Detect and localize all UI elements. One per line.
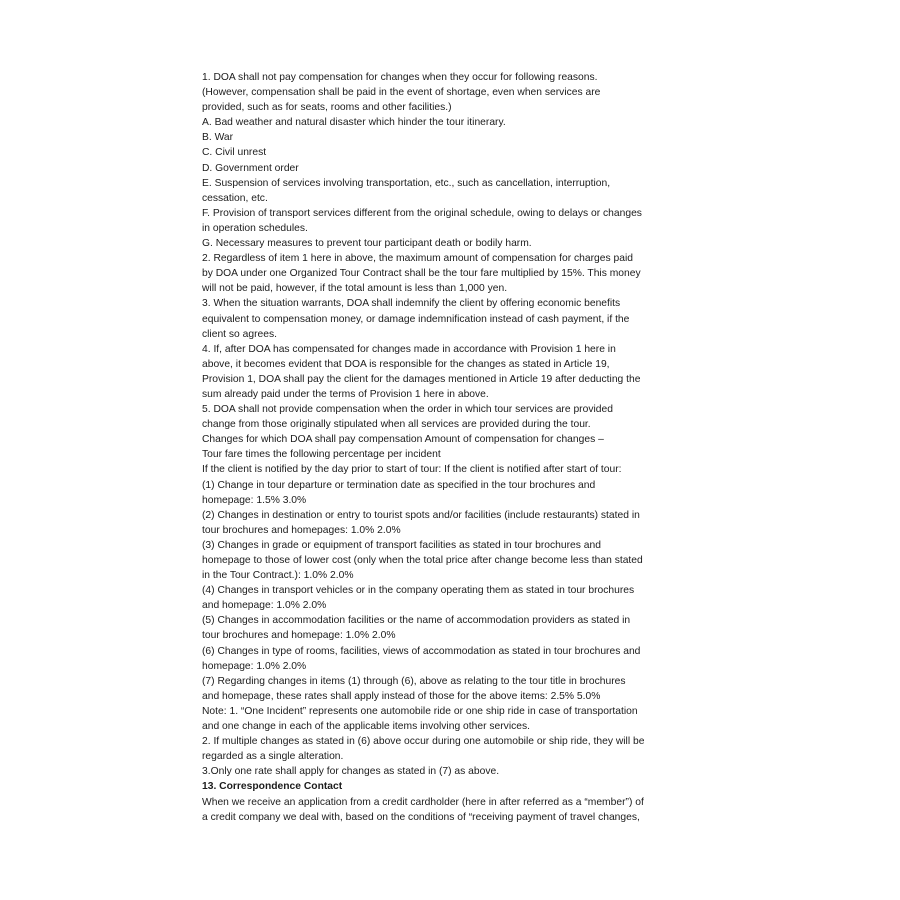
text-line: (However, compensation shall be paid in the event of shortage, even when services are — [202, 87, 601, 99]
text-line: homepage to those of lower cost (only when the total price after change become less than stated — [202, 555, 643, 566]
text-line: (5) Changes in accommodation facilities or the name of accommodation providers as stated in — [202, 615, 631, 627]
text-line: E. Suspension of services involving transportation, etc., such as cancellation, interruption, — [202, 177, 611, 189]
text-line: C. Civil unrest — [202, 147, 267, 159]
text-line: When we receive an application from a credit cardholder (here in after referred as a “member”) of — [202, 796, 644, 808]
text-line: 3.Only one rate shall apply for changes as stated in (7) as above. — [202, 766, 500, 778]
text-line: will not be paid, however, if the total amount is less than 1,000 yen. — [202, 283, 508, 295]
text-line: and homepage, these rates shall apply instead of those for the above items: 2.5% 5.0% — [202, 690, 601, 702]
text-line: equivalent to compensation money, or damage indemnification instead of cash payment, if the — [202, 313, 630, 325]
text-line: 1. DOA shall not pay compensation for changes when they occur for following reasons. — [202, 72, 598, 83]
document-body — [202, 70, 702, 825]
text-line: Changes for which DOA shall pay compensation Amount of compensation for changes – — [202, 434, 604, 446]
text-line: by DOA under one Organized Tour Contract shall be the tour fare multiplied by 15%. This money — [202, 268, 641, 280]
text-line: cessation, etc. — [202, 192, 268, 204]
text-line: homepage: 1.0% 2.0% — [202, 660, 307, 672]
text-line: Tour fare times the following percentage per incident — [202, 449, 441, 461]
text-line: (2) Changes in destination or entry to tourist spots and/or facilities (include restaurants) stated in — [202, 509, 640, 521]
text-line: tour brochures and homepage: 1.0% 2.0% — [202, 630, 396, 642]
text-line: Provision 1, DOA shall pay the client for the damages mentioned in Article 19 after deducting the — [202, 373, 641, 385]
text-line: 2. Regardless of item 1 here in above, the maximum amount of compensation for charges paid — [202, 253, 633, 265]
text-line: A. Bad weather and natural disaster which hinder the tour itinerary. — [202, 117, 506, 129]
text-line: If the client is notified by the day prior to start of tour: If the client is notified after start of tour: — [202, 464, 622, 476]
text-line: (3) Changes in grade or equipment of transport facilities as stated in tour brochures and — [202, 539, 601, 551]
text-line: (6) Changes in type of rooms, facilities, views of accommodation as stated in tour brochures and — [202, 645, 641, 657]
text-line: Note: 1. “One Incident” represents one automobile ride or one ship ride in case of transportation — [202, 705, 638, 717]
text-line: (1) Change in tour departure or termination date as specified in the tour brochures and — [202, 479, 596, 491]
text-line: client so agrees. — [202, 328, 277, 340]
text-line: G. Necessary measures to prevent tour participant death or bodily harm. — [202, 238, 532, 250]
text-line: 5. DOA shall not provide compensation when the order in which tour services are provided — [202, 404, 613, 416]
text-line: (4) Changes in transport vehicles or in the company operating them as stated in tour brochures — [202, 585, 635, 597]
text-line: in the Tour Contract.): 1.0% 2.0% — [202, 570, 354, 582]
text-line: (7) Regarding changes in items (1) through (6), above as relating to the tour title in brochures — [202, 675, 626, 687]
text-line: F. Provision of transport services different from the original schedule, owing to delays or changes — [202, 207, 642, 219]
section-heading: 13. Correspondence Contact — [202, 781, 343, 793]
text-line: change from those originally stipulated when all services are provided during the tour. — [202, 419, 591, 431]
text-line: D. Government order — [202, 162, 299, 174]
text-line: in operation schedules. — [202, 222, 308, 234]
text-line: B. War — [202, 132, 234, 144]
text-line: above, it becomes evident that DOA is responsible for the changes as stated in Article 19, — [202, 358, 610, 370]
text-line: and homepage: 1.0% 2.0% — [202, 600, 327, 612]
text-line: a credit company we deal with, based on the conditions of “receiving payment of travel changes, — [202, 811, 640, 823]
text-line: regarded as a single alteration. — [202, 751, 344, 763]
text-line: 2. If multiple changes as stated in (6) above occur during one automobile or ship ride, they will be — [202, 736, 645, 748]
text-line: 3. When the situation warrants, DOA shall indemnify the client by offering economic benefits — [202, 298, 621, 310]
text-line: 4. If, after DOA has compensated for changes made in accordance with Provision 1 here in — [202, 343, 616, 355]
text-line: homepage: 1.5% 3.0% — [202, 494, 307, 506]
text-line: tour brochures and homepages: 1.0% 2.0% — [202, 524, 401, 536]
text-line: sum already paid under the terms of Provision 1 here in above. — [202, 388, 489, 400]
text-line: and one change in each of the applicable items involving other services. — [202, 721, 530, 733]
text-line: provided, such as for seats, rooms and other facilities.) — [202, 102, 452, 114]
